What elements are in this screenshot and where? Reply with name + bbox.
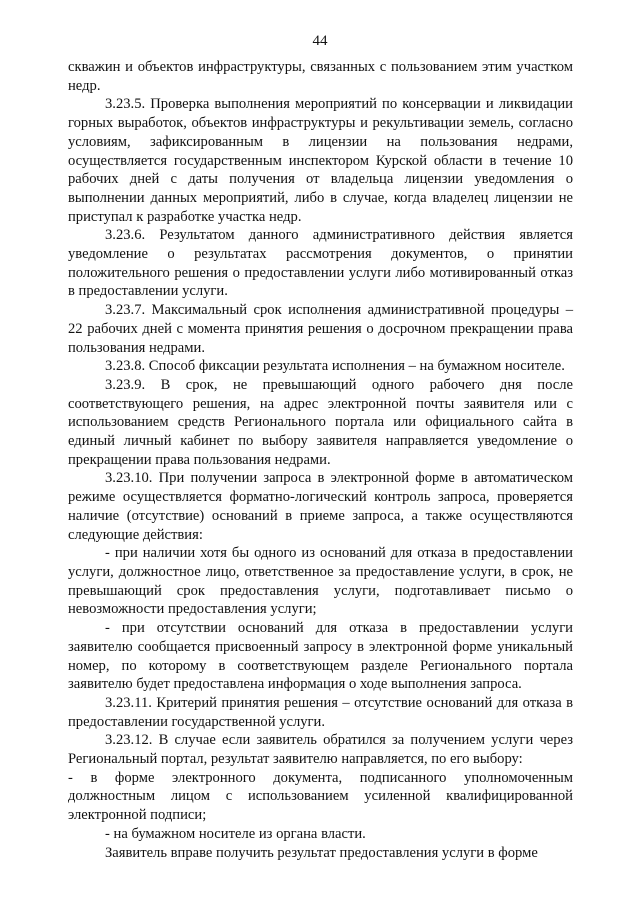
list-item-refusal: - при наличии хотя бы одного из оснований для отказа в предоставлении услуги, должностное лицо, ответственное за предоставление услуги, в срок, не превышающий срок предоставления услуги, подготавливает письмо о невозможности предоставления услуги; (68, 545, 573, 618)
paragraph-3-23-7: 3.23.7. Максимальный срок исполнения административной процедуры – 22 рабочих дней с момента принятия решения о досрочном прекращении права пользования недрами. (68, 302, 573, 356)
document-body (68, 58, 573, 862)
paragraph-3-23-5: 3.23.5. Проверка выполнения мероприятий по консервации и ликвидации горных выработок, объектов инфраструктуры и рекультивации земель, согласно условиям, зафиксированным в лицензии на пользования недрами, осуществляется государственным инспектором Курской области в течение 10 рабочих дней с даты получения от владельца лицензии уведомления о выполнении данных мероприятий, либо в случае, когда владелец лицензии не приступал к разработке участка недр. (68, 96, 573, 225)
list-item-electronic: - в форме электронного документа, подписанного уполномоченным должностным лицом с использованием усиленной квалифицированной электронной подписи; (68, 769, 573, 824)
paragraph-final: Заявитель вправе получить результат предоставления услуги в форме (105, 844, 538, 861)
paragraph-3-23-9: 3.23.9. В срок, не превышающий одного рабочего дня после соответствующего решения, на адрес электронной почты заявителя или с использованием средств Регионального портала или официального сайта в единый личный кабинет по выбору заявителя направляется уведомление о прекращении права пользования недрами. (68, 376, 573, 468)
paragraph-continuation: скважин и объектов инфраструктуры, связанных с пользованием этим участком недр. (68, 59, 573, 94)
paragraph-3-23-10: 3.23.10. При получении запроса в электронной форме в автоматическом режиме осуществляется форматно-логический контроль запроса, проверяется наличие (отсутствие) оснований в приеме запроса, а также осуществляются следующие действия: (68, 470, 573, 543)
list-item-paper: - на бумажном носителе из органа власти. (105, 825, 366, 842)
list-item-no-grounds: - при отсутствии оснований для отказа в предоставлении услуги заявителю сообщается присвоенный запросу в электронной форме уникальный номер, по которому в соответствующем разделе Регионального портала заявителю будет предоставлена информация о ходе выполнения запроса. (68, 620, 573, 693)
paragraph-3-23-6: 3.23.6. Результатом данного административного действия является уведомление о результатах рассмотрения документов, о принятии положительного решения о предоставлении услуги либо мотивированный отказ в предоставлении услуги. (68, 227, 573, 300)
paragraph-3-23-11: 3.23.11. Критерий принятия решения – отсутствие оснований для отказа в предоставлении государственной услуги. (68, 694, 573, 730)
paragraph-3-23-8: 3.23.8. Способ фиксации результата исполнения – на бумажном носителе. (105, 358, 565, 375)
paragraph-3-23-12: 3.23.12. В случае если заявитель обратился за получением услуги через Региональный портал, результат заявителю направляется, по его выбору: (68, 732, 573, 768)
page-number: 44 (312, 33, 328, 49)
